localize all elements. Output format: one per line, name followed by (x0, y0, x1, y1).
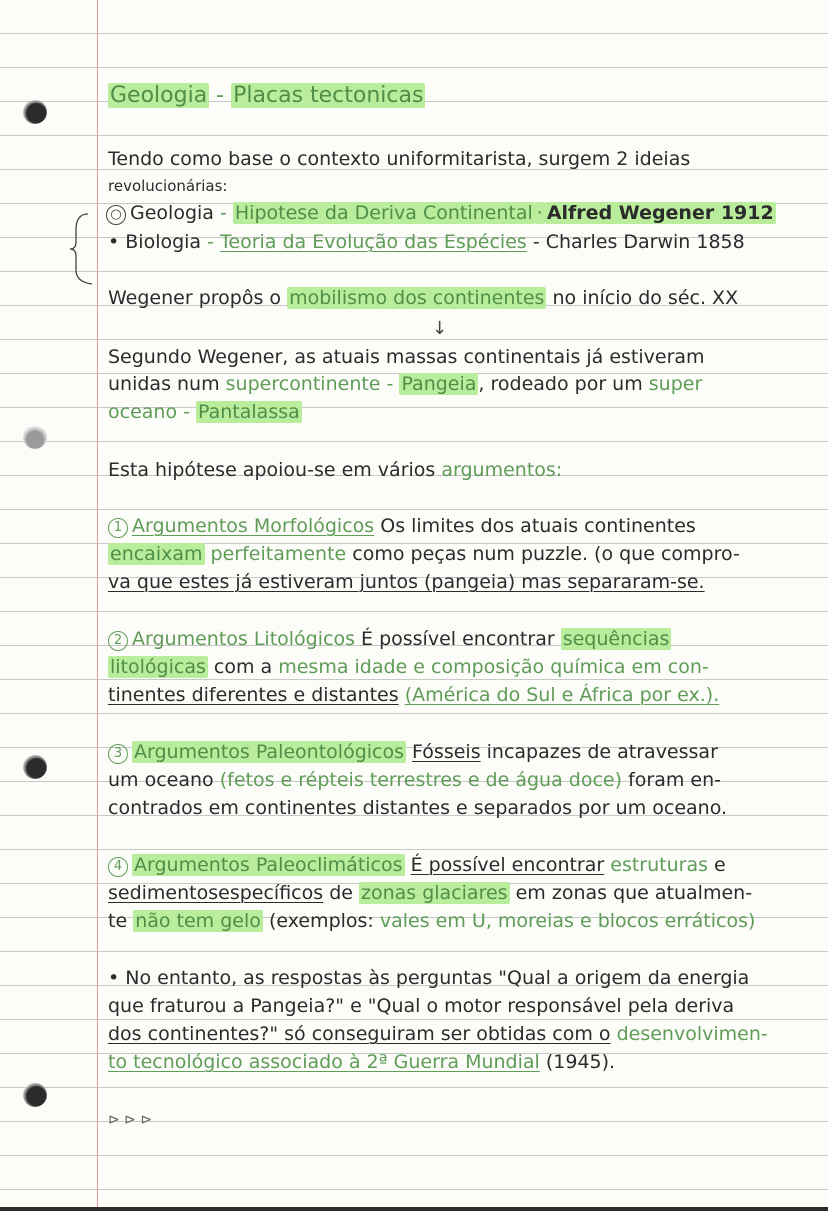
text: É possível encontrar (410, 854, 605, 876)
argument-1-line-1 (108, 514, 810, 538)
argument-title: Argumentos Morfológicos (132, 515, 375, 537)
green-text: to tecnológico associado à 2ª Guerra Mundial (108, 1051, 540, 1073)
pangeia-line-3 (108, 400, 810, 424)
idea-row: • Biologia - Teoria da Evolução das Espécies - Charles Darwin 1858 (108, 231, 745, 253)
text: um oceano (108, 769, 214, 791)
idea-author: Charles Darwin 1858 (545, 231, 745, 253)
conclusion-line-1: • No entanto, as respostas às perguntas "Qual a origem da energia (108, 967, 750, 989)
green-text: desenvolvimen- (616, 1023, 768, 1045)
number-badge: 2 (108, 631, 128, 651)
intro-line-1: Tendo como base o contexto uniformitarista, surgem 2 ideias (108, 148, 691, 170)
binder-hole (23, 425, 47, 449)
text: É possível encontrar (361, 628, 555, 650)
argument-title: Argumentos Paleontológicos (134, 741, 404, 763)
hypothesis-line (108, 458, 810, 482)
text: dos continentes?" só conseguiram ser obtidas com o (108, 1023, 611, 1045)
ocean-word: oceano - (108, 401, 190, 423)
green-text: (América do Sul e África por ex.). (404, 684, 720, 706)
argument-1-line-2 (108, 542, 810, 566)
idea-row: ○ Geologia - Hipotese da Deriva Continental · Alfred Wegener 1912 (106, 201, 810, 225)
number-badge: 1 (108, 518, 128, 538)
highlight-word: litológicas (110, 656, 206, 678)
binder-hole (23, 755, 47, 779)
dash: - (386, 373, 394, 395)
text: Os limites dos atuais continentes (380, 515, 696, 537)
bullet-icon: ○ (106, 205, 126, 225)
argument-2-line-1 (108, 627, 810, 651)
text: como peças num puzzle. (o que compro- (352, 543, 740, 565)
conclusion-line-3 (108, 1022, 810, 1046)
title-topic: Placas tectonicas (233, 83, 424, 108)
wegener-highlight: mobilismo dos continentes (289, 287, 545, 309)
arguments-word: argumentos: (441, 459, 563, 481)
argument-2-line-3 (108, 683, 810, 707)
green-text: vales em U, moreias e blocos erráticos) (379, 910, 756, 932)
idea-field: Geologia (130, 202, 214, 224)
highlight-word: encaixam (110, 543, 203, 565)
pangeia-word: Pangeia (401, 373, 477, 395)
text: sedimentos (108, 882, 219, 904)
supercontinent-word: supercontinente (225, 373, 381, 395)
wegener-line (108, 286, 810, 310)
argument-3-line-2 (108, 768, 810, 792)
green-text: mesma idade e composição química em con- (278, 656, 709, 678)
binder-hole (23, 1083, 47, 1107)
super-word: super (648, 373, 703, 395)
text: de (329, 882, 353, 904)
highlight-word: sequências (562, 628, 670, 650)
green-text: (fetos e répteis terrestres e de água doce) (219, 769, 623, 791)
title-separator: - (209, 83, 232, 108)
number-badge: 4 (108, 857, 128, 877)
wegener-post: no início do séc. XX (552, 287, 739, 309)
argument-4-line-3 (108, 909, 810, 933)
green-word: perfeitamente (210, 543, 347, 565)
text: te (108, 910, 128, 932)
text: , rodeado por um (478, 373, 643, 395)
text: com a (213, 656, 273, 678)
text: unidas num (108, 373, 220, 395)
idea-theory: Hipotese da Deriva Continental (234, 202, 533, 224)
page-title (108, 84, 810, 108)
argument-title: Argumentos Paleoclimáticos (134, 854, 403, 876)
conclusion-line-4 (108, 1050, 810, 1074)
text: em zonas que atualmen- (515, 882, 753, 904)
text: específicos (218, 882, 324, 904)
argument-title: Argumentos Litológicos (132, 628, 355, 650)
pantalassa-word: Pantalassa (198, 401, 300, 423)
text: foram en- (628, 769, 721, 791)
idea-theory: Teoria da Evolução das Espécies (220, 231, 527, 253)
number-badge: 3 (108, 744, 128, 764)
highlight-word: não tem gelo (135, 910, 261, 932)
curly-bracket (70, 212, 92, 287)
green-text: estruturas (610, 854, 708, 876)
wegener-pre: Wegener propôs o (108, 287, 282, 309)
text: tinentes diferentes e distantes (108, 684, 399, 706)
text: (1945). (545, 1051, 616, 1073)
conclusion-line-2: que fraturou a Pangeia?" e "Qual o motor responsável pela deriva (108, 995, 735, 1017)
continue-arrows-icon: ⊳ ⊳ ⊳ (108, 1112, 153, 1128)
text: e (714, 854, 726, 876)
pangeia-line-1: Segundo Wegener, as atuais massas continentais já estiveram (108, 346, 705, 368)
text: (exemplos: (268, 910, 374, 932)
argument-1-line-3: va que estes já estiveram juntos (pangeia) mas separaram-se. (108, 571, 705, 593)
argument-3-line-1 (108, 740, 810, 764)
down-arrow-icon: ↓ (432, 318, 448, 339)
binder-hole (23, 100, 47, 124)
argument-3-line-3: contrados em continentes distantes e separados por um oceano. (108, 797, 728, 819)
page-bottom-edge (0, 1207, 828, 1211)
idea-author: Alfred Wegener 1912 (546, 202, 774, 224)
text: incapazes de atravessar (486, 741, 718, 763)
margin-line (97, 0, 98, 1211)
idea-field: Biologia (125, 231, 202, 253)
highlight-word: zonas glaciares (361, 882, 508, 904)
pangeia-line-2 (108, 372, 810, 396)
intro-line-2: revolucionárias: (108, 177, 228, 195)
argument-4-line-1 (108, 853, 810, 877)
argument-2-line-2 (108, 655, 810, 679)
text: Fósseis (412, 741, 481, 763)
text: Esta hipótese apoiou-se em vários (108, 459, 436, 481)
title-subject: Geologia (110, 83, 208, 108)
argument-4-line-2 (108, 881, 810, 905)
